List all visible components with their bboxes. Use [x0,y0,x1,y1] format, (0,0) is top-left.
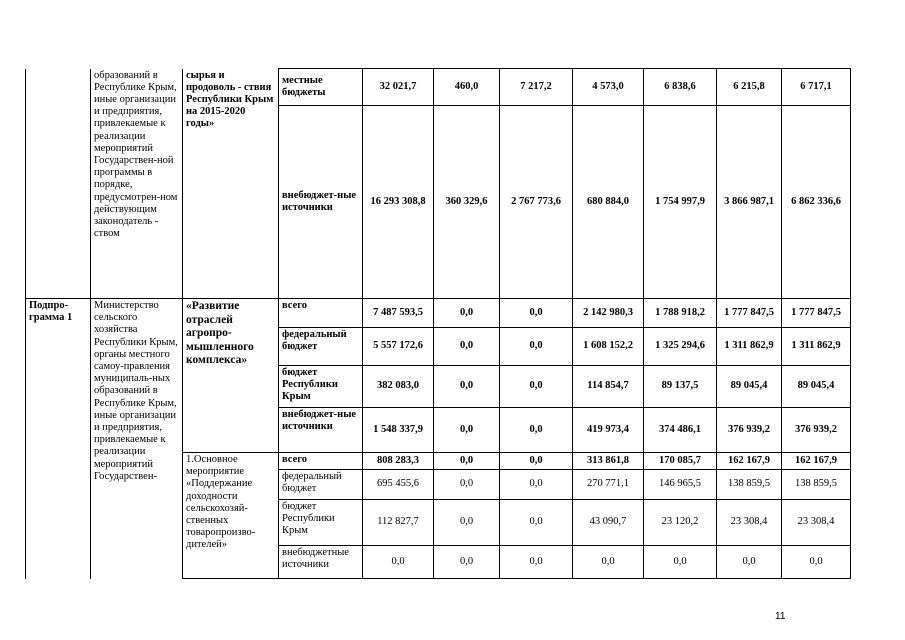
budget-table [25,68,851,579]
name-cell: сырья и продоволь - ствия Республики Крым на 2015-2020 годы» [183,69,279,299]
value-cell: 0,0 [717,546,782,579]
value-cell: 0,0 [434,453,500,470]
value-cell: 5 557 172,6 [363,328,434,366]
source-cell: внебюджет-ные источники [279,408,363,453]
source-cell: федеральный бюджет [279,470,363,500]
value-cell: 7 217,2 [500,69,573,106]
value-cell: 0,0 [434,366,500,408]
value-cell: 313 861,8 [573,453,644,470]
value-cell: 460,0 [434,69,500,106]
value-cell: 0,0 [500,500,573,546]
value-cell: 0,0 [500,470,573,500]
value-cell: 112 827,7 [363,500,434,546]
value-cell: 0,0 [434,328,500,366]
value-cell: 0,0 [573,546,644,579]
value-cell: 2 142 980,3 [573,299,644,328]
value-cell: 374 486,1 [644,408,717,453]
value-cell: 0,0 [782,546,851,579]
source-cell: бюджет Республики Крым [279,366,363,408]
value-cell: 6 215,8 [717,69,782,106]
value-cell: 1 608 152,2 [573,328,644,366]
value-cell: 1 311 862,9 [782,328,851,366]
value-cell: 808 283,3 [363,453,434,470]
value-cell: 0,0 [500,408,573,453]
value-cell: 0,0 [644,546,717,579]
value-cell: 1 311 862,9 [717,328,782,366]
source-cell: внебюджет-ные источники [279,106,363,299]
source-cell: местные бюджеты [279,69,363,106]
subprogram-name-cell: «Развитие отраслей агропро-мышленного комплекса» [183,299,279,453]
value-cell: 4 573,0 [573,69,644,106]
value-cell: 146 965,5 [644,470,717,500]
table-row [26,299,851,328]
value-cell: 16 293 308,8 [363,106,434,299]
value-cell: 1 754 997,9 [644,106,717,299]
value-cell: 695 455,6 [363,470,434,500]
value-cell: 43 090,7 [573,500,644,546]
value-cell: 32 021,7 [363,69,434,106]
value-cell: 138 859,5 [782,470,851,500]
value-cell: 1 788 918,2 [644,299,717,328]
value-cell: 6 862 336,6 [782,106,851,299]
value-cell: 0,0 [434,299,500,328]
value-cell: 0,0 [500,546,573,579]
value-cell: 162 167,9 [717,453,782,470]
source-cell: федеральный бюджет [279,328,363,366]
value-cell: 1 777 847,5 [717,299,782,328]
value-cell: 0,0 [434,408,500,453]
value-cell: 270 771,1 [573,470,644,500]
source-cell: внебюджетные источники [279,546,363,579]
status-cell-empty [26,69,91,299]
value-cell: 114 854,7 [573,366,644,408]
value-cell: 2 767 773,6 [500,106,573,299]
executor-cell: образований в Республике Крым, иные организации и предприятия, привлекаемые к реализации мероприятий Государствен-ной программы в порядке, предусмотрен-ном действующим законодатель - ством [91,69,183,299]
value-cell: 6 838,6 [644,69,717,106]
value-cell: 6 717,1 [782,69,851,106]
value-cell: 0,0 [500,299,573,328]
value-cell: 162 167,9 [782,453,851,470]
value-cell: 0,0 [434,470,500,500]
page-number: 11 [775,611,786,622]
value-cell: 170 085,7 [644,453,717,470]
value-cell: 376 939,2 [782,408,851,453]
value-cell: 89 137,5 [644,366,717,408]
value-cell: 1 777 847,5 [782,299,851,328]
value-cell: 0,0 [500,366,573,408]
value-cell: 1 548 337,9 [363,408,434,453]
value-cell: 0,0 [434,546,500,579]
subprogram-executor-cell: Министерство сельского хозяйства Республики Крым, органы местного самоу-правления муниципаль-ных образований в Республике Крым, иные организации и предприятия, привлекаемые к реализации мероприятий Государствен- [91,299,183,579]
table-row [26,69,851,106]
value-cell: 1 325 294,6 [644,328,717,366]
value-cell: 0,0 [363,546,434,579]
value-cell: 138 859,5 [717,470,782,500]
source-cell: бюджет Республики Крым [279,500,363,546]
activity-name-cell: 1.Основное мероприятие «Поддержание доходности сельскохозяй-ственных товаропроизво-дителей» [183,453,279,579]
value-cell: 89 045,4 [782,366,851,408]
table-body [26,69,851,579]
value-cell: 0,0 [500,328,573,366]
value-cell: 419 973,4 [573,408,644,453]
value-cell: 0,0 [500,453,573,470]
value-cell: 3 866 987,1 [717,106,782,299]
subprogram-status-cell: Подпро-грамма 1 [26,299,91,579]
value-cell: 360 329,6 [434,106,500,299]
value-cell: 7 487 593,5 [363,299,434,328]
source-cell: всего [279,453,363,470]
value-cell: 680 884,0 [573,106,644,299]
value-cell: 23 308,4 [782,500,851,546]
value-cell: 89 045,4 [717,366,782,408]
value-cell: 23 308,4 [717,500,782,546]
value-cell: 382 083,0 [363,366,434,408]
value-cell: 0,0 [434,500,500,546]
value-cell: 23 120,2 [644,500,717,546]
value-cell: 376 939,2 [717,408,782,453]
source-cell: всего [279,299,363,328]
